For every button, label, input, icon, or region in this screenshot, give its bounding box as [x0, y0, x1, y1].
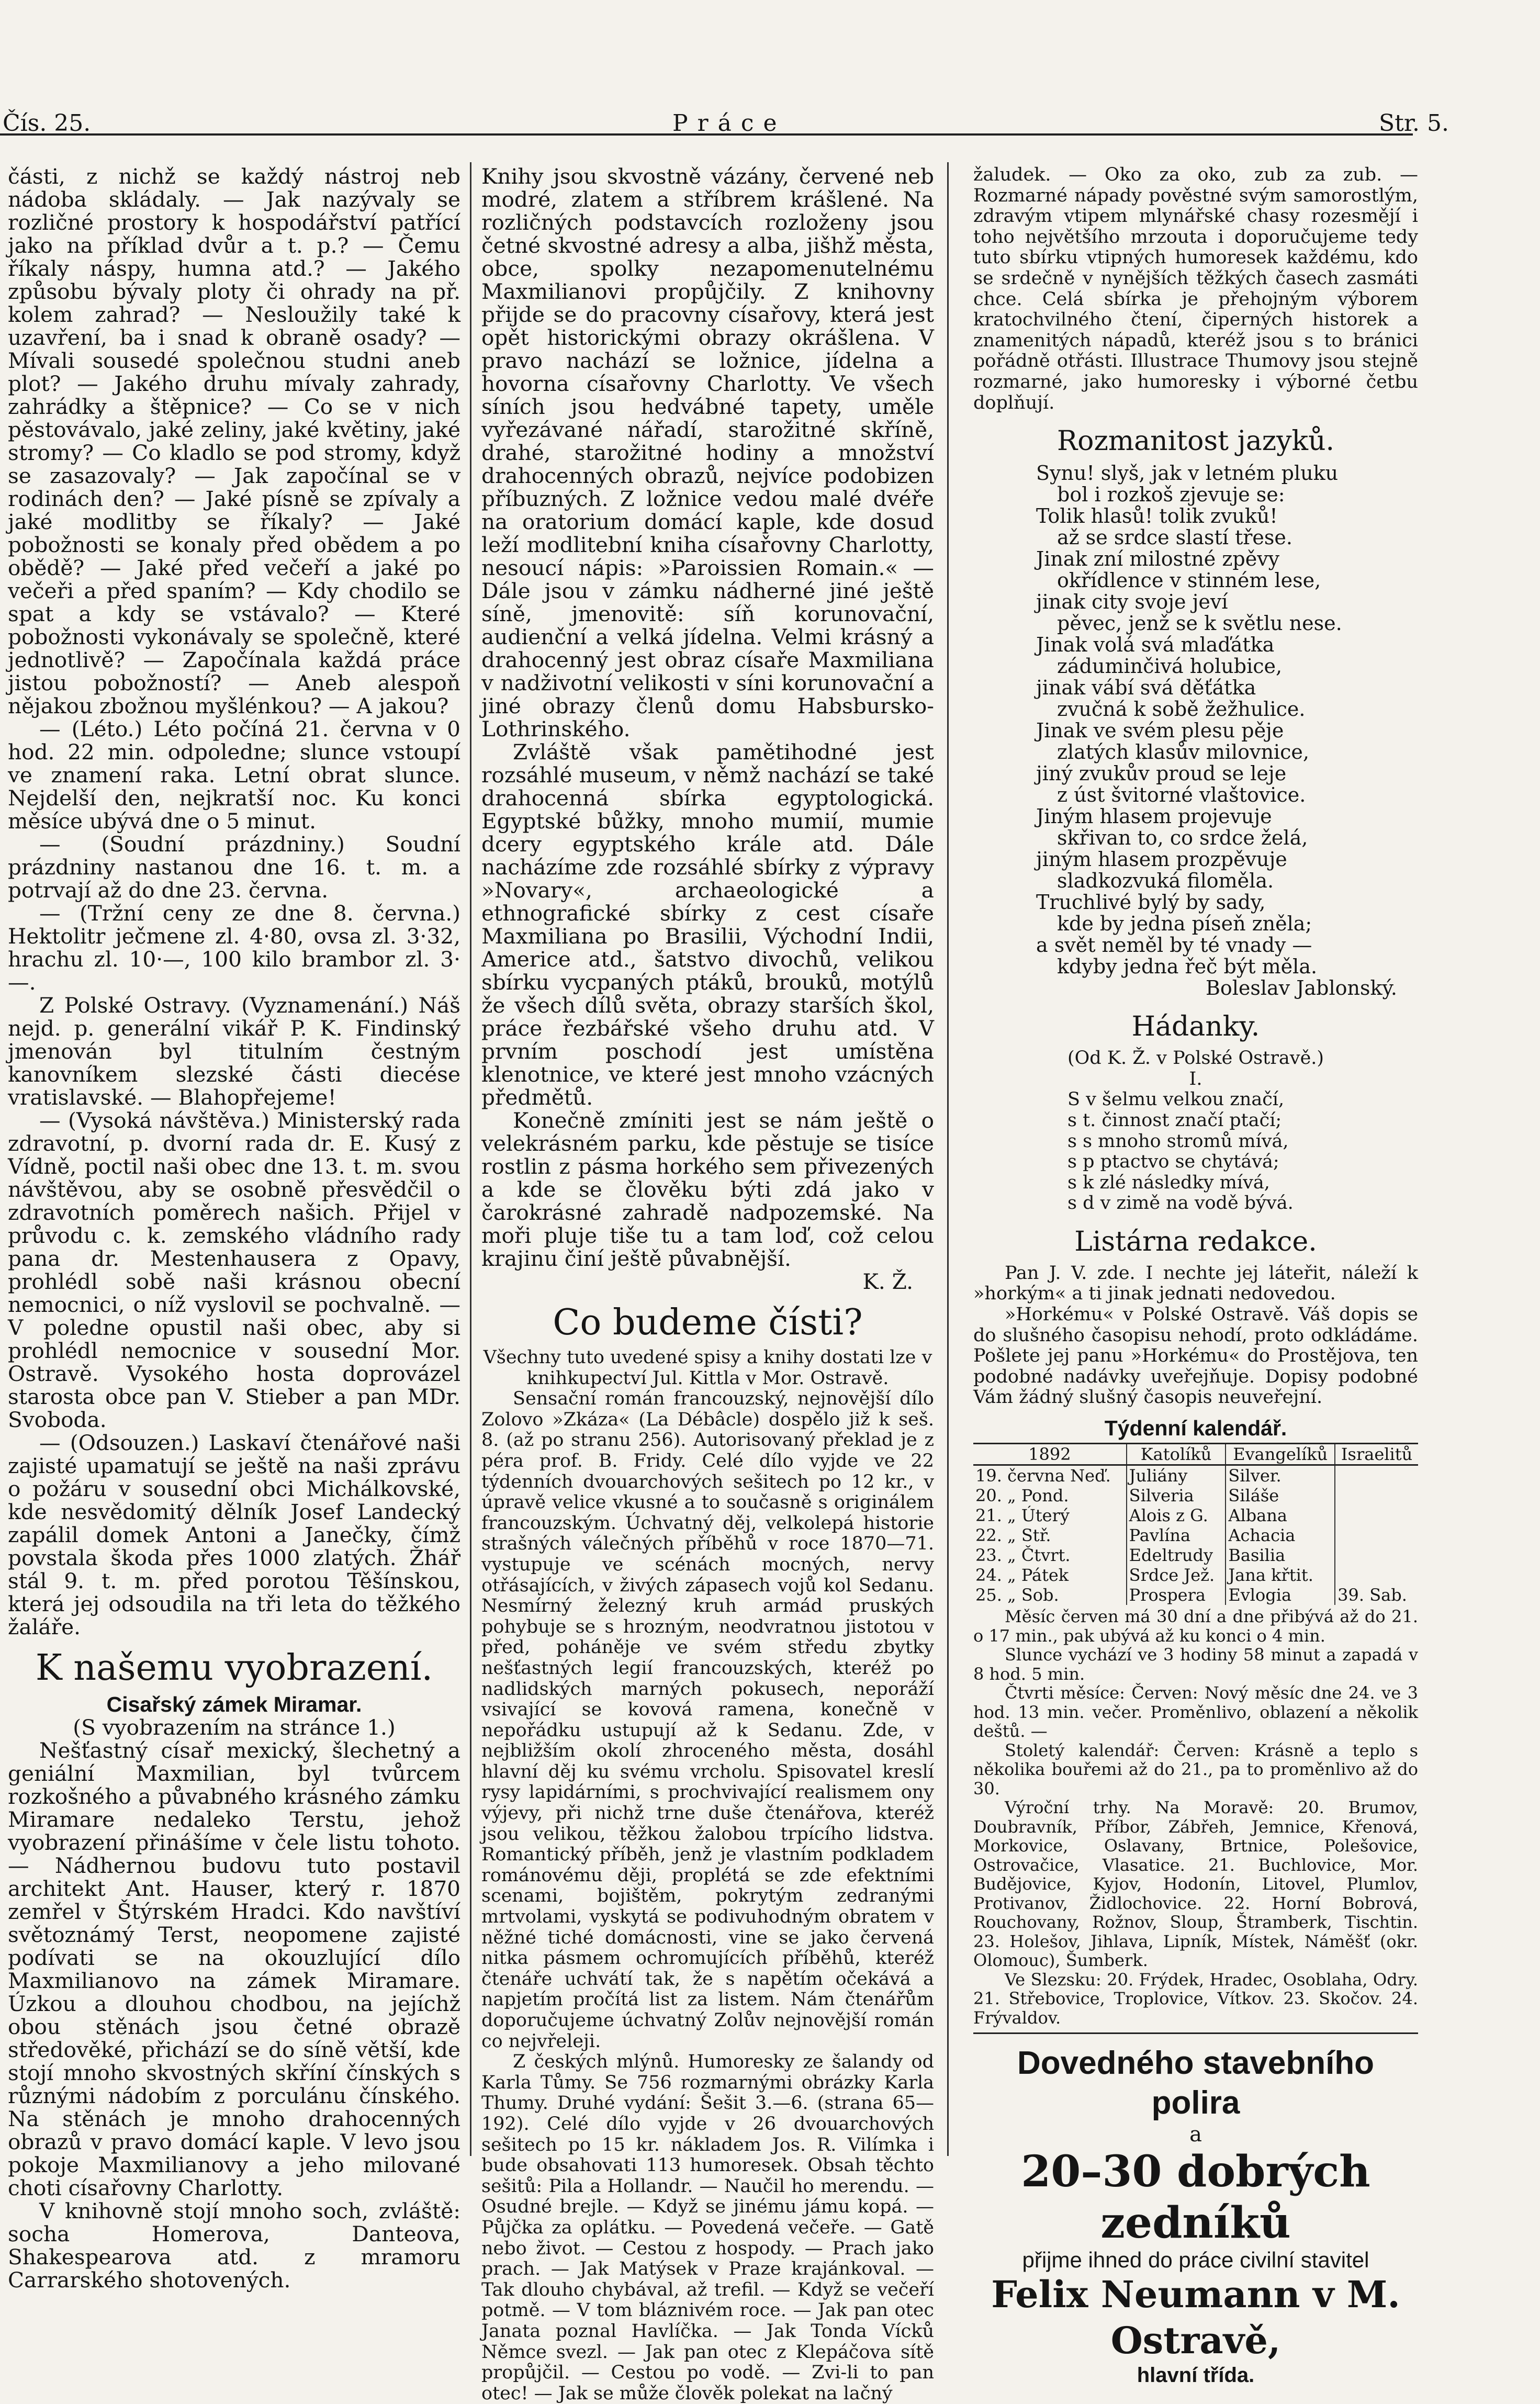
poem [973, 463, 1418, 999]
column-3 [973, 165, 1418, 2387]
table-row [973, 1545, 1418, 1565]
column-1 [8, 165, 460, 2291]
table-cell: Silver. [1226, 1465, 1335, 1486]
poem-line: Jinak ve svém plesu pěje [1036, 719, 1284, 743]
article-paragraph: žaludek. — Oko za oko, zub za zub. — Rozmarné nápady pověstné svým samorostlým, zdravým vtipem mlynářské chasy rozesmějí i toho největšího mrzouta i doporučujeme tedy tuto sbírku vtipných humoresek každému, kdo se srdečně v nynějších těžkých časech zasmáti chce. Celá sbírka je přehojným výborem kratochvilného čtení, čiperných historek a znamenitých nápadů, kteréž jsou s to bránici pořádně otřásti. Illustrace Thumovy jsou stejně rozmarné, jako humoresky i výborné četbu doplňují. [973, 164, 1418, 413]
section-heading: Co budeme čísti? [553, 1302, 863, 1343]
section-note: Všechny tuto uvedené spisy a knihy dostati lze v knihkupectví Jul. Kittla v Mor. Ostravě. [483, 1347, 932, 1389]
article-paragraph: Konečně zmíniti jest se nám ještě o velekrásném parku, kde pěstuje se tisíce rostlin z pásma horkého sem přivezených a kde se člověku býti zdá jako v čarokrásné zahradě nadpozemské. Na moři pluje tiše tu a tam loď, což celou krajinu činí ještě půvabnější. [481, 1108, 934, 1271]
weekly-calendar-table [973, 1443, 1418, 1605]
table-cell: Evlogia [1226, 1585, 1335, 1605]
riddles-author: (Od K. Ž. v Polské Ostravě.) [1067, 1048, 1324, 1069]
signature: K. Ž. [862, 1269, 913, 1294]
poem-line: a svět neměl by té vnady — [1036, 934, 1312, 957]
table-cell: Juliány [1127, 1465, 1226, 1486]
table-cell: Edeltrudy [1127, 1545, 1226, 1565]
table-cell: Siláše [1226, 1486, 1335, 1506]
riddle-line: s k zlé následky mívá, [1067, 1172, 1270, 1193]
poem-line: okřídlence v stinném lese, [1057, 569, 1321, 592]
table-row [973, 1585, 1418, 1605]
col-header: Katolíků [1127, 1444, 1226, 1465]
poem-line: kde by jedna píseň zněla; [1057, 912, 1312, 936]
col-header: Israelitů [1335, 1444, 1418, 1465]
table-row [973, 1465, 1418, 1486]
table-row [973, 1525, 1418, 1545]
newspaper-title: Práce [672, 110, 786, 137]
calendar-note: Ve Slezsku: 20. Frýdek, Hradec, Osoblaha, Odry. 21. Střebovice, Troplovice, Vítkov. 23. Skočov. 24. Frývaldov. [973, 1969, 1418, 2028]
poem-line: pěvec, jenž se k světlu nese. [1057, 612, 1342, 635]
riddle-line: s t. činnost značí ptačí; [1067, 1109, 1282, 1131]
ad-connector: a [1189, 2122, 1202, 2147]
article-paragraph: — (Soudní prázdniny.) Soudní prázdniny nastanou dne 16. t. m. a potrvají až do dne 23. června. [8, 832, 460, 903]
table-header-row [973, 1444, 1418, 1465]
riddles-title: Hádanky. [1131, 1011, 1260, 1043]
table-row [973, 1506, 1418, 1525]
table-cell: 20. „ Pond. [975, 1486, 1069, 1506]
article-paragraph: Z Polské Ostravy. (Vyznamenání.) Náš nejd. p. generální vikář P. K. Findinský jmenován byl titulním čestným kanovníkem slezské části diecése vratislavské. — Blahopřejeme! [8, 993, 460, 1110]
letters-paragraph: »Horkému« v Polské Ostravě. Váš dopis se do slušného časopisu nehodí, proto odkládáme. Pošlete jej panu »Horkému« do Prostějova, ten podobné nadávky uveřejňuje. Dopisy podobné Vám žádný slušný časopis neuveřejní. [973, 1304, 1418, 1408]
article-paragraph: — (Léto.) Léto počíná 21. června v 0 hod. 22 min. odpoledne; slunce vstoupí ve znamení raka. Letní obrat slunce. Nejdelší den, nejkratší noc. Ku konci měsíce ubývá dne o 5 minut. [8, 716, 460, 834]
poem-line: zvučná k sobě žežhulice. [1057, 698, 1306, 721]
poem-line: Tolik hlasů! tolik zvuků! [1036, 504, 1278, 528]
poem-line: záduminčivá holubice, [1057, 655, 1283, 678]
table-cell: 21. „ Úterý [975, 1506, 1070, 1526]
calendar-note: Stoletý kalendář: Červen: Krásně a teplo s několika bouřemi až do 21., pa to proměnlivo až do 30. [973, 1740, 1418, 1799]
calendar-note: Slunce vychází ve 3 hodiny 58 minut a zapadá v 8 hod. 5 min. [973, 1645, 1418, 1684]
table-cell: Albana [1226, 1506, 1335, 1525]
poem-line: kdyby jedna řeč být měla. [1057, 955, 1318, 979]
riddle-line: s d v zimě na vodě bývá. [1067, 1193, 1294, 1214]
table-cell: 19. června Neď. [975, 1466, 1111, 1486]
table-cell [1335, 1565, 1418, 1585]
letters-paragraph: Pan J. V. zde. I nechte jej láteřit, náleží k »horkým« a ti jinak jednati nedovedou. [973, 1262, 1418, 1305]
table-cell: 39. Sab. [1335, 1585, 1418, 1605]
page-number: Str. 5. [1379, 110, 1449, 137]
poem-line: jiný zvukův proud se leje [1036, 762, 1287, 785]
poem-line: jinak city svoje jeví [1036, 590, 1228, 614]
article-paragraph: — (Tržní ceny ze dne 8. června.) Hektolitr ječmene zl. 4·80, ovsa zl. 3·32, hrachu zl. 10·—, 100 kilo brambor zl. 3·—. [8, 901, 460, 995]
poem-line: z úst švitorné vlaštovice. [1057, 783, 1306, 807]
table-cell [1335, 1545, 1418, 1565]
ad-main: 20–30 dobrých zedníků [1021, 2147, 1370, 2249]
table-cell: Basilia [1226, 1545, 1335, 1565]
calendar-notes [973, 1607, 1418, 2027]
header-rule [0, 133, 1413, 136]
table-cell [1335, 1506, 1418, 1525]
column-divider [470, 162, 471, 2156]
table-cell: 23. „ Čtvrt. [975, 1545, 1071, 1566]
poem-line: Jiným hlasem projevuje [1036, 805, 1272, 828]
table-cell: Jana křtit. [1226, 1565, 1335, 1585]
poem-line: bol i rozkoš zjevuje se: [1057, 483, 1285, 507]
article-paragraph: — (Odsouzen.) Laskaví čtenářové naši zajisté upamatují se ještě na naši zprávu o požáru v sousední obci Michálkovské, kde nesvědomitý dělník Josef Landecký zapálil domek Antoni a Janečky, čímž povstala škoda přes 1000 zlatých. Žhář stál 9. t. m. před porotou Těšínskou, která jej odsoudila na tři leta do těžkého žaláře. [8, 1430, 460, 1639]
article-paragraph: Nešťastný císař mexický, šlechetný a geniální Maxmilian, byl tvůrcem rozkošného a půvabného krásného zámku Miramare nedaleko Terstu, jehož vyobrazení přinášíme v čele listu tohoto. — Nádhernou budovu tuto postavil architekt Ant. Hauser, který r. 1870 zemřel v Štýrském Hradci. Kdo navštíví světoznámý Terst, neopomene zajisté podívati se na okouzlující dílo Maxmilianovo na zámek Miramare. Úzkou a dlouhou chodbou, na jejíchž obou stěnách jsou četné obrazě středověké, přichází se do síně větší, kde stojí mnoho skvostných skříní čínských s různými nádobím z porculánu čínského. Na stěnách je mnoho drahocenných obrazů v pravo domácí kaple. V levo jsou pokoje Maxmilianovy a jeho milované choti císařovny Charlotty. [8, 1738, 460, 2200]
riddles-number: I. [1189, 1068, 1202, 1089]
issue-number: Čís. 25. [3, 110, 91, 137]
advertisement [973, 2032, 1418, 2387]
poem-line: až se srdce slastí třese. [1057, 526, 1292, 549]
poem-author: Boleslav Jablonský. [1205, 976, 1397, 1000]
table-cell: 24. „ Pátek [975, 1565, 1069, 1586]
riddle-line: S v šelmu velkou značí, [1067, 1089, 1285, 1110]
riddle-line: s s mnoho stromů mívá, [1067, 1130, 1289, 1152]
section-note: (S vyobrazením na stránce 1.) [73, 1715, 396, 1740]
col-header: 1892 [1028, 1444, 1071, 1465]
calendar-note: Výroční trhy. Na Moravě: 20. Brumov, Doubravník, Příbor, Zábřeh, Jemnice, Křenová, Morkovice, Oslavany, Brtnice, Polešovice, Ostrovačice, Vlasatice. 21. Buchlovice, Mor. Budějovice, Kyjov, Hodonín, Litovel, Plumlov, Protivanov, Židlochovice. 22. Horní Bobrová, Rouchovany, Rožnov, Sloup, Štramberk, Tischtin. 23. Holešov, Jihlava, Lipník, Místek, Náměšť (okr. Olomouc), Šumberk. [973, 1798, 1418, 1971]
letters-title: Listárna redakce. [1074, 1226, 1317, 1257]
poem-line: sladkozvuká filoměla. [1057, 869, 1274, 893]
poem-line: skřivan to, co srdce želá, [1057, 826, 1308, 850]
section-heading: K našemu vyobrazení. [35, 1647, 433, 1689]
article-paragraph: — (Vysoká návštěva.) Ministerský rada zdravotní, p. dvorní rada dr. E. Kusý z Vídně, poctil naši obec dne 13. t. m. svou návštěvou, aby se osobně přesvědčil o zdravotních poměrech našich. Přijel v průvodu c. k. zemského vládního rady pana dr. Mestenhausera z Opavy, prohlédl sobě naši krásnou obecní nemocnici, o níž vyslovil se pochvalně. — V poledne opustil naši obec, aby si prohlédl nemocnice v sousední Mor. Ostravě. Vysokého hosta doprovázel starosta obce pan V. Stieber a pan MDr. Svoboda. [8, 1108, 460, 1432]
col-header: Evangelíků [1226, 1444, 1335, 1465]
riddle-line: s p ptactvo se chytává; [1067, 1151, 1279, 1173]
article-paragraph: části, z nichž se každý nástroj neb nádoba skládaly. — Jak nazývaly se rozličné prostory k hospodářství patřící jako na příklad dvůr a t. p.? — Čemu říkaly náspy, humna atd.? — Jakého způsobu bývaly ploty či ohrady na př. kolem zahrad? — Nesloužily také k uzavření, ba i snad k obraně osady? — Mívali sousedé společnou studni aneb plot? — Jakého druhu mívaly zahrady, zahrádky a štěpnice? — Co se v nich pěstovávalo, jaké zeliny, jaké květiny, jaké stromy? — Co kladlo se pod stromy, když se zasazovaly? — Jak započínal se v rodinách den? — Jaké písně se zpívaly a jaké modlitby se říkaly? — Jaké pobožnosti se konaly před obědem a po obědě? — Jaké před večeří a jaké po večeři a před spaním? — Kdy chodilo se spat a kdy se vstávalo? — Které pobožnosti vykonávaly se společně, které jednotlivě? — Započínala každá práce jistou pobožností? — Aneb alespoň nějakou zbožnou myšlénkou? — A jakou? [8, 164, 460, 718]
table-cell: Silveria [1127, 1486, 1226, 1506]
column-2 [481, 165, 934, 2404]
riddles-list [973, 1089, 1418, 1214]
ad-company: Felix Neumann v M. Ostravě, [991, 2273, 1400, 2363]
ad-text: přijme ihned do práce civilní stavitel [1022, 2248, 1369, 2273]
poem-line: Jinak zní milostné zpěvy [1036, 547, 1280, 571]
article-paragraph: Z českých mlýnů. Humoresky ze šalandy od Karla Tůmy. Se 756 rozmarnými obrázky Karla Thumy. Druhé vydání: Šešit 3.—6. (strana 65—192). Celé dílo vyjde v 26 dvouarchových sešitech po 15 kr. nákladem Jos. R. Vilímka i bude obsahovati 113 humoresek. Obsah těchto sešitů: Pila a Hollandr. — Naučil ho merendu. — Osudné brejle. — Když se jinému jámu kopá. — Půjčka za oplátku. — Povedená večeře. — Gatě nebo život. — Cestou z hospody. — Prach jako prach. — Jak Matýsek v Praze krajánkoval. — Tak dlouho chybával, až trefil. — Když se večeří potmě. — V tom bláznivém roce. — Jak pan otec Janata poznal Havlíčka. — Jak Tonda Vícků Němce svezl. — Jak pan otec z Klepáčova sítě propůjčil. — Cestou po vodě. — Zvi-li to pan otec! — Jak se může člověk polekat na lačný [481, 2051, 934, 2404]
table-cell [1335, 1525, 1418, 1545]
article-paragraph: Sensační román francouzský, nejnovější dílo Zolovo »Zkáza« (La Débâcle) dospělo již k seš. 8. (až po stranu 256). Autorisovaný překlad je z péra prof. B. Fridy. Celé dílo vyjde ve 22 týdenních dvouarchových sešitech po 12 kr., v úpravě velice vkusné a to současně s originálem francouzským. Úchvatný děj, velkolepá historie strašných válečných příběhů v roce 1870—71. vystupuje ve scénách mocných, nervy otřásajících, v živých zápasech vojů kol Sedanu. Nesmírný železný kruh armád pruských pohybuje se s hrozným, neodvratnou jistotou v před, poháněje ve svém středu zbytky nešťastných legií francouzských, kteréž po nadlidských marných pokusech, neporáží vsivající se kovová ramena, konečně v nepořádku ustupují až k Sedanu. Zde, v nejbližším okolí zhroceného města, dosáhl hlavní děj ku svému vrcholu. Spisovatel kreslí rysy lapidárními, s prochvivající realismem ony výjevy, při nichž trne duše čtenářova, kteréž jsou velikou, těžkou žalobou trpícího lidstva. Romantický příběh, jenž je vlastním podkladem románovému ději, proplétá se zde efektními scenami, bojištěm, pokrytým zedranými mrtvolami, vyskytá se podivuhodným obratem v něžné tiché domácnosti, vine se jako červená nitka pásmem ochromujících příběhů, kteréž čtenáře uchvátí tak, že s napětím očekává a napjetím pročítá list za listem. Nám čtenářům doporučujeme úchvatný Zolův nejnovější román co nejvřeleji. [481, 1388, 934, 2052]
table-cell: 25. „ Sob. [975, 1585, 1059, 1605]
article-paragraph: Knihy jsou skvostně vázány, červené neb modré, zlatem a stříbrem krášlené. Na rozličných podstavcích rozloženy jsou četné skvostné adresy a alba, jišhž města, obce, spolky nezapomenutelnému Maxmilianovi propůjčily. Z knihovny přijde se do pracovny císařovy, která jest opět historickými obrazy okrášlena. V pravo nachází se ložnice, jídelna a hovorna císařovny Charlotty. Ve všech síních jsou hedvábné tapety, uměle vyřezávané nářadí, starožitné skříně, drahé, starožitné hodiny a množství drahocenných obrazů, nejvíce podobizen příbuzných. Z ložnice vedou malé dvéře na oratorium domácí kaple, kde dosud leží modlitební kniha císařovny Charlotty, nesoucí nápis: »Paroissien Romain.« — Dále jsou v zámku nádherné jiné ještě síně, jmenovitě: síň korunovační, audienční a velká jídelna. Velmi krásný a drahocenný jest obraz císaře Maxmiliana v nadživotní velikosti v síni korunovační a jiné obrazy členů domu Habsbursko-Lothrinského. [481, 164, 934, 742]
table-cell: Achacia [1226, 1525, 1335, 1545]
table-cell [1335, 1486, 1418, 1506]
table-row [973, 1486, 1418, 1506]
poem-line: Truchlivé bylý by sady, [1036, 891, 1266, 914]
table-cell: Prospera [1127, 1585, 1226, 1605]
calendar-note: Měsíc červen má 30 dní a dne přibývá až do 21. o 17 min., pak ubývá až ku konci o 4 min. [973, 1607, 1418, 1646]
poem-line: zlatých klasův milovnice, [1057, 740, 1309, 764]
calendar-note: Čtvrti měsíce: Červen: Nový měsíc dne 24. ve 3 hod. 13 min. večer. Proměnlivo, oblazení a několik deštů. — [973, 1683, 1418, 1742]
section-subheading: Cisařský zámek Miramar. [106, 1692, 362, 1716]
poem-line: Jinak volá svá mlaďátka [1036, 633, 1275, 657]
table-cell: 22. „ Stř. [975, 1525, 1051, 1546]
poem-line: Synu! slyš, jak v letném pluku [1036, 462, 1339, 485]
page-header [0, 78, 1540, 141]
ad-address: hlavní třída. [1137, 2364, 1255, 2387]
poem-line: jiným hlasem prozpěvuje [1036, 848, 1287, 871]
article-paragraph: Zvláště však pamětihodné jest rozsáhlé museum, v němž nachází se také drahocenná sbírka egyptologická. Egyptské bůžky, mnoho mumií, mumie dcery egyptského krále atd. Dále nacházíme zde rozsáhlé sbírky z výpravy »Novary«, archaeologické a ethnografické sbírky z cest císaře Maxmiliana po Brasilii, Východní Indii, Americe atd., šatstvo divochů, velikou sbírku vycpaných ptáků, brouků, motýlů že všech dílů světa, obrazy starších škol, práce řezbářské všeho druhu atd. V prvním poschodí jest umístěna klenotnice, ve které jest mnoho vzácných předmětů. [481, 739, 934, 1110]
calendar-title: Týdenní kalendář. [1104, 1416, 1287, 1441]
table-cell [1335, 1465, 1418, 1486]
column-divider [947, 162, 949, 2156]
article-paragraph: V knihovně stojí mnoho soch, zvláště: socha Homerova, Danteova, Shakespearova atd. z mramoru Carrarského shotovených. [8, 2198, 460, 2293]
poem-title: Rozmanitost jazyků. [1056, 425, 1335, 457]
ad-headline: Dovedného stavebního polira [1017, 2045, 1375, 2121]
table-cell: Pavlína [1127, 1525, 1226, 1545]
poem-line: jinak vábí svá děťátka [1036, 676, 1256, 700]
table-cell: Srdce Jež. [1127, 1565, 1226, 1585]
table-cell: Alois z G. [1127, 1506, 1226, 1525]
table-row [973, 1565, 1418, 1585]
